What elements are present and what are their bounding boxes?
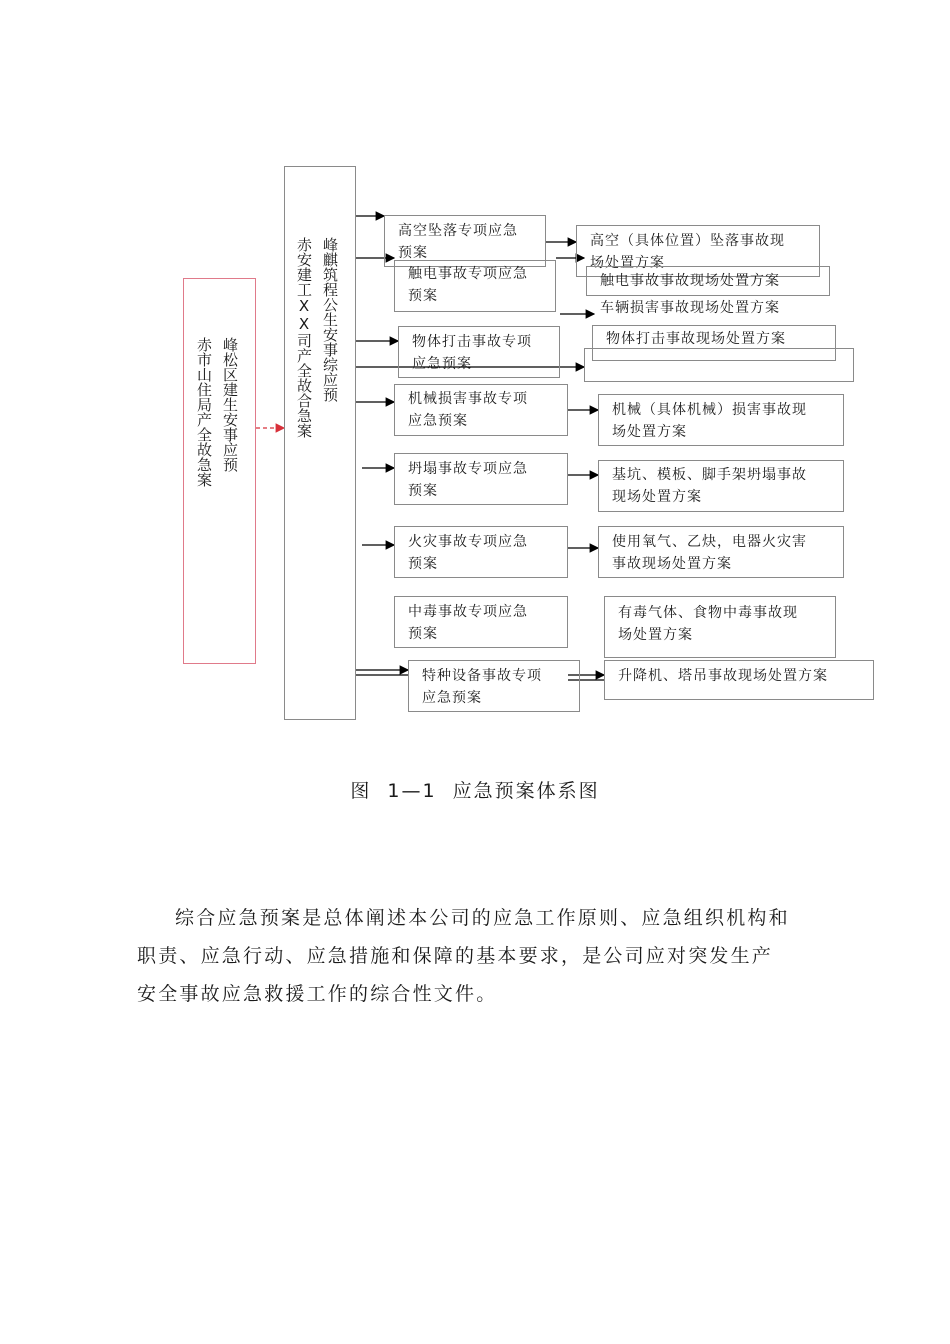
onsite-plan-huozai: 使用氧气、乙炔，电器火灾害 事故现场处置方案 xyxy=(612,534,807,572)
paragraph-line-2: 职责、应急行动、应急措施和保障的基本要求，是公司应对突发生产 xyxy=(137,945,774,967)
onsite-plan-wuti: 物体打击事故现场处置方案 xyxy=(606,331,786,347)
special-plan-wuti: 物体打击事故专项 应急预案 xyxy=(412,334,532,372)
paragraph-line-3: 安全事故应急救援工作的综合性文件。 xyxy=(137,983,498,1005)
special-plan-zhongdu: 中毒事故专项应急 预案 xyxy=(408,604,528,642)
company-plan-text-col2: 峰麒筑程公生安事综应预 xyxy=(321,237,339,402)
special-plan-huozai: 火灾事故专项应急 预案 xyxy=(408,534,528,572)
company-plan-text-col1: 赤安建工XX司产全故合急案 xyxy=(295,237,313,438)
onsite-plan-zhongdu: 有毒气体、食物中毒事故现 场处置方案 xyxy=(618,605,798,643)
special-plan-gaokong: 高空坠落专项应急 预案 xyxy=(398,223,518,261)
onsite-plan-chudian: 触电事故事故现场处置方案 xyxy=(600,273,780,289)
paragraph-line-1: 综合应急预案是总体阐述本公司的应急工作原则、应急组织机构和 xyxy=(175,907,790,929)
onsite-plan-tezhong: 升降机、塔吊事故现场处置方案 xyxy=(618,668,828,684)
onsite-plan-empty-box xyxy=(584,348,854,382)
special-plan-chudian: 触电事故专项应急 预案 xyxy=(408,266,528,304)
onsite-plan-tanta: 基坑、模板、脚手架坍塌事故 现场处置方案 xyxy=(612,467,807,505)
special-plan-jixie: 机械损害事故专项 应急预案 xyxy=(408,391,528,429)
body-paragraph xyxy=(137,899,837,1013)
city-plan-text-col2: 峰松区建生安事应预 xyxy=(221,337,239,472)
onsite-plan-vehicle: 车辆损害事故现场处置方案 xyxy=(600,300,780,316)
special-plan-tezhong: 特种设备事故专项 应急预案 xyxy=(422,668,542,706)
onsite-plan-jixie: 机械（具体机械）损害事故现 场处置方案 xyxy=(612,402,807,440)
special-plan-tanta: 坍塌事故专项应急 预案 xyxy=(408,461,528,499)
onsite-plan-gaokong: 高空（具体位置）坠落事故现 场处置方案 xyxy=(590,233,785,271)
figure-caption: 图 1—1 应急预案体系图 xyxy=(350,780,600,802)
city-plan-text-col1: 赤市山住局产全故急案 xyxy=(195,337,213,487)
city-plan-box xyxy=(183,278,256,664)
